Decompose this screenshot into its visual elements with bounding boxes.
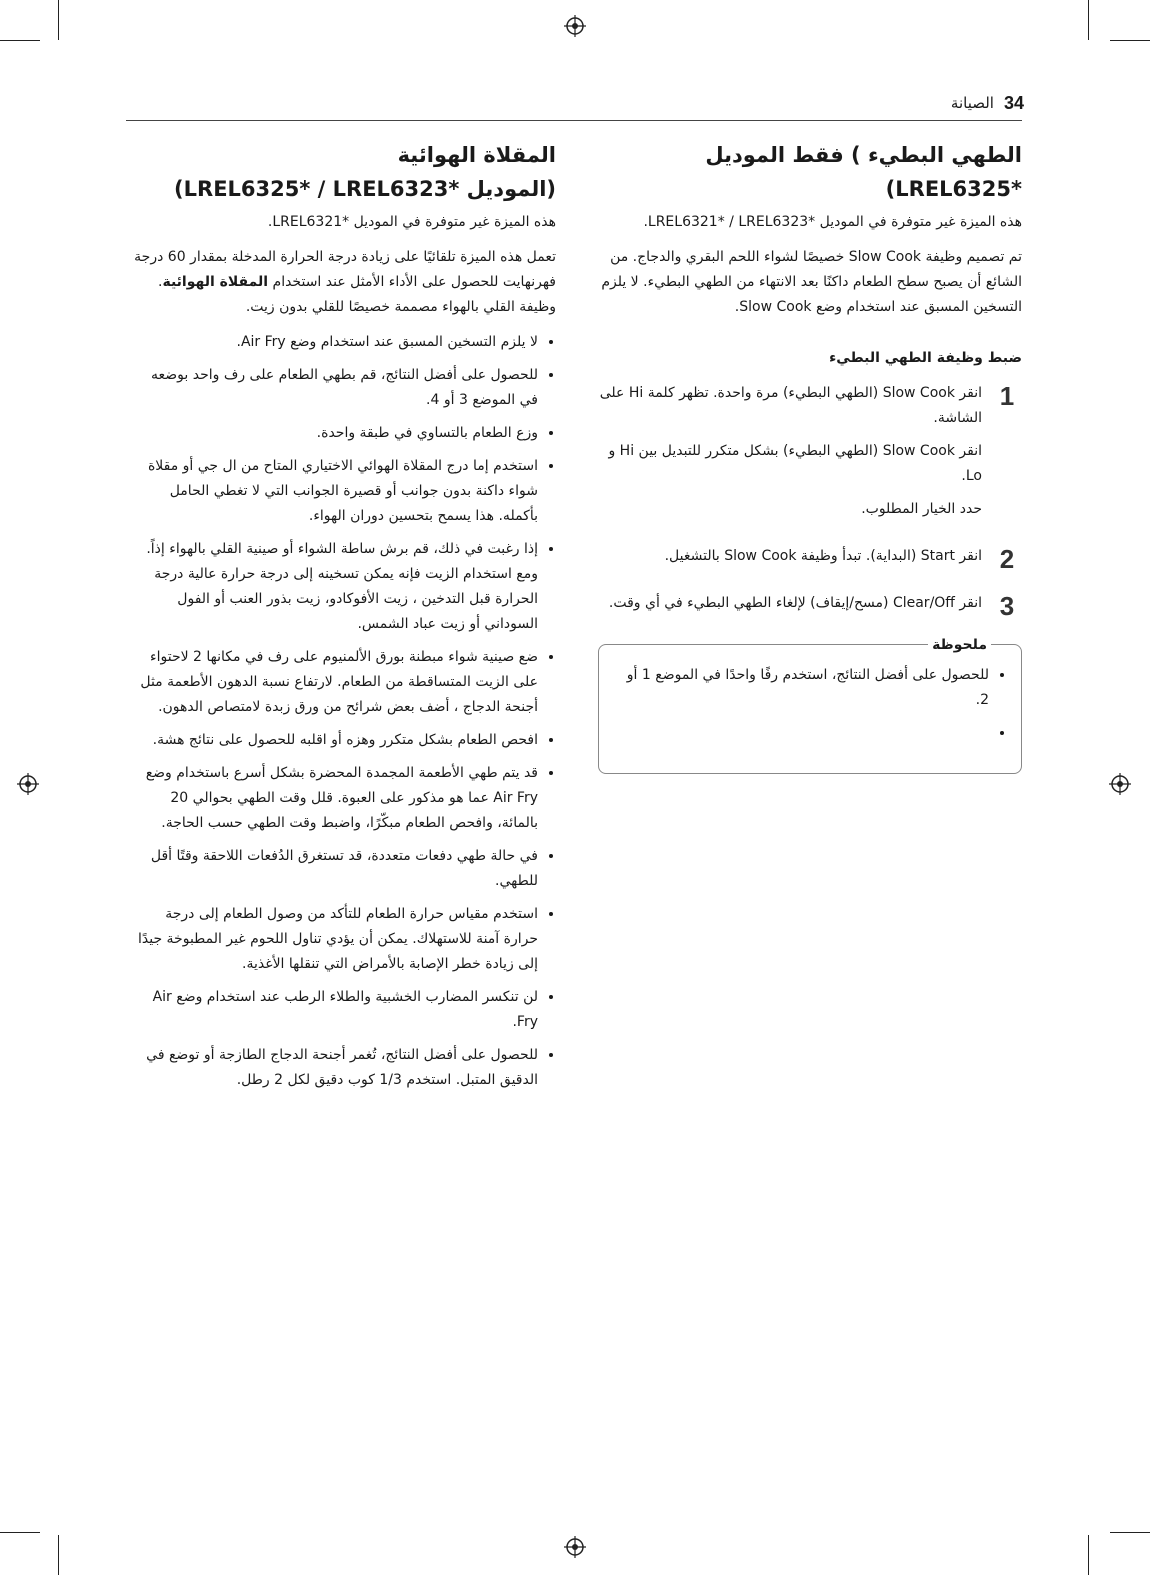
step-text: انقر Slow Cook (الطهي البطيء) بشكل متكرر للتبديل بين Hi و Lo. [608,443,982,484]
crop-mark [1088,0,1089,40]
list-item: • للحصول على أفضل النتائج، استخدم رفًا واحدًا في الموضع 1 أو 2. [613,663,989,713]
page-header [128,88,1024,118]
air-fry-subtitle: (الموديل *LREL6325* / LREL6323) [174,177,556,201]
list-item: • لا يلزم التسخين المسبق عند استخدام وضع Air Fry. [130,330,538,355]
step [598,591,1022,624]
note-list [613,663,1007,746]
crop-mark [0,1532,40,1533]
registration-mark-icon [17,773,39,795]
list-item: • لن تنكسر المضارب الخشبية والطلاء الرطب عند استخدام وضع Air Fry. [130,985,538,1035]
crop-mark [1110,40,1150,41]
list-item: • للحصول على أفضل النتائج، قم بطهي الطعام على رف واحد بوضعه في الموضع 3 أو 4. [130,363,538,413]
list-item: • إذا رغبت في ذلك، قم برش ساطة الشواء أو صينية القلي بالهواء إذاً. ومع استخدام الزيت فإنه يمكن تسخينه إلى درجة حرارة عالية درجة الحرارة قبل التدخين ، زيت الأفوكادو، زيت بذور العنب أو الفول السوداني أو زيت عباد الشمس. [130,537,538,637]
header-divider [126,120,1022,121]
list-item: • في حالة طهي دفعات متعددة، قد تستغرق الدُفعات اللاحقة وقتًا أقل للطهي. [130,844,538,894]
crop-mark [1110,1532,1150,1533]
step-number: 1 [999,381,1015,411]
list-item: • استخدم مقياس حرارة الطعام للتأكد من وصول الطعام إلى درجة حرارة آمنة للاستهلاك. يمكن أن يؤدي تناول اللحوم غير المطبوخة جيدًا إلى زيادة خطر الإصابة بالأمراض التي تنقلها الأغذية. [130,902,538,977]
list-item: • ضع صينية شواء مبطنة بورق الألمنيوم على رف في مكانها 2 لاحتواء على الزيت المتساقطة من الطعام. لارتفاع نسبة الدهون الأطعمة مثل أجنحة الدجاج ، أضف بعض شرائح من ورق زبدة لامتصاص الدهون. [130,645,538,720]
crop-mark [0,40,40,41]
list-item: • استخدم إما درج المقلاة الهوائي الاختياري المتاح من ال جي أو مقلاة شواء داكنة بدون جوانب أو قصيرة الجوانب التي لا تغطي الحامل بأكمله. هذا يسمح بتحسين دوران الهواء. [130,454,538,529]
step-text: انقر Start (البداية). تبدأ وظيفة Slow Cook بالتشغيل. [664,548,982,564]
registration-mark-icon [564,1536,586,1558]
page-number: 34 [1003,92,1024,113]
list-item: • قد يتم طهي الأطعمة المجمدة المحضرة بشكل أسرع باستخدام وضع Air Fry عما هو مذكور على العبوة. قلل وقت الطهي بحوالي 20 بالمائة، وافحص الطعام مبكّرًا، واضبط وقت الطهي حسب الحاجة. [130,761,538,836]
air-fry-tips [130,330,556,1093]
air-fry-title: المقلاة الهوائية [397,143,556,167]
crop-mark [58,1535,59,1575]
slow-cook-section [598,138,1022,774]
slow-cook-intro: تم تصميم وظيفة Slow Cook خصيصًا لشواء اللحم البقري والدجاج. من الشائع أن يصبح سطح الطعام داكنًا بعد الانتهاء من الطهي البطيء. لا يلزم التسخين المسبق عند استخدام وضع Slow Cook. [601,249,1022,315]
air-fry-intro [130,245,556,320]
registration-mark-icon [1109,773,1131,795]
slow-cook-subheading: ضبط وظيفة الطهي البطيء [829,350,1022,366]
list-item [613,721,989,746]
step-number: 2 [999,544,1015,574]
list-item: • وزع الطعام بالتساوي في طبقة واحدة. [130,421,538,446]
crop-mark [58,0,59,40]
list-item: • افحص الطعام بشكل متكرر وهزه أو اقلبه للحصول على نتائج هشة. [130,728,538,753]
note-title: ملحوظة [928,633,991,658]
step [598,544,1022,577]
step-text: انقر Clear/Off (مسح/إيقاف) لإلغاء الطهي البطيء في أي وقت. [608,595,982,611]
note-box [598,637,1022,774]
step [598,381,1022,530]
step-text: انقر Slow Cook (الطهي البطيء) مرة واحدة. تظهر كلمة Hi على الشاشة. [599,385,982,426]
step-number: 3 [999,591,1015,621]
crop-mark [1088,1535,1089,1575]
slow-cook-availability: هذه الميزة غير متوفرة في الموديل *LREL6321* / LREL6323. [643,214,1022,230]
section-title: الصيانة [950,94,994,112]
slow-cook-steps [598,381,1022,624]
intro-text: تعمل هذه الميزة تلقائيًا على زيادة درجة الحرارة المدخلة بمقدار 60 درجة فهرنهايت للحصول على الأداء الأمثل عند استخدام [134,249,556,290]
air-fry-availability: هذه الميزة غير متوفرة في الموديل *LREL6321. [267,214,556,230]
slow-cook-title: الطهي البطيء ) فقط الموديل *LREL6325) [705,143,1022,201]
intro-text: . وظيفة القلي بالهواء مصممة خصيصًا للقلي بدون زيت. [158,274,556,315]
list-item: • للحصول على أفضل النتائج، تُغمر أجنحة الدجاج الطازجة أو توضع في الدقيق المتبل. استخدم 1/3 كوب دقيق لكل 2 رطل. [130,1043,538,1093]
air-fry-section [130,138,556,1101]
registration-mark-icon [564,15,586,37]
step-text: حدد الخيار المطلوب. [861,501,982,517]
intro-bold: المقلاة الهوائية [162,274,269,290]
